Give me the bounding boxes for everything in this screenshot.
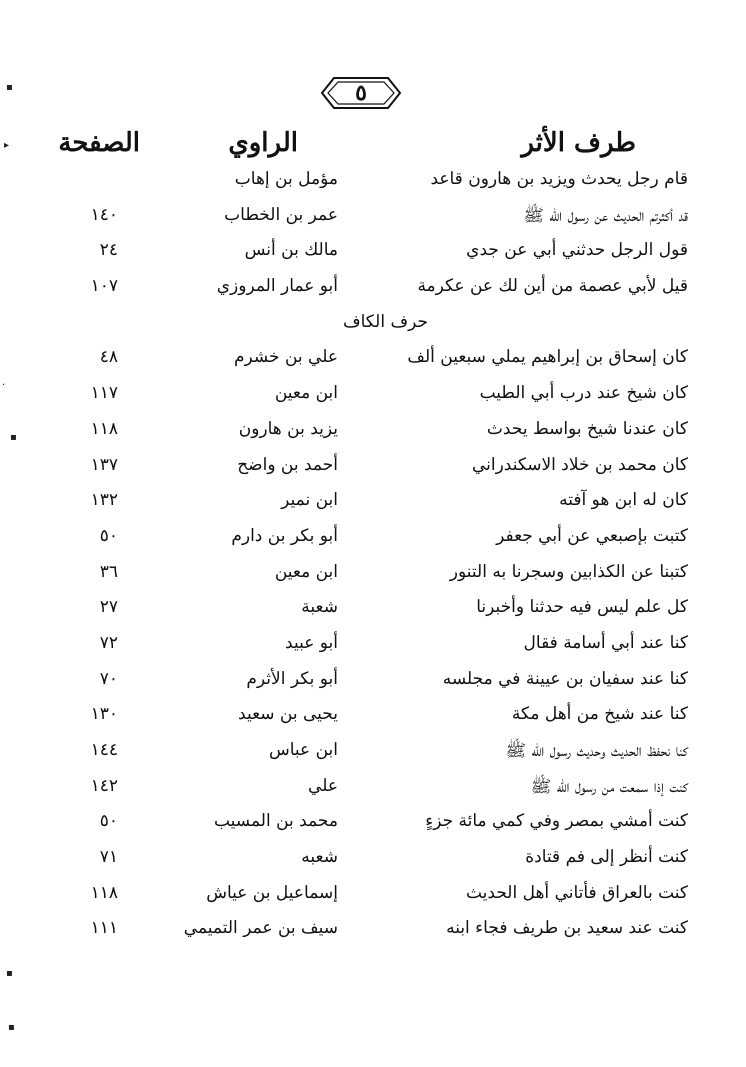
rawi-cell: أبو بكر الأثرم — [246, 668, 338, 689]
table-row — [0, 700, 746, 736]
scan-speck: · — [2, 380, 6, 391]
page-cell: ٥٠ — [99, 525, 118, 546]
table-row — [0, 522, 746, 558]
section-title: حرف الكاف — [342, 311, 428, 332]
page-cell: ١١٨ — [90, 418, 118, 439]
athar-cell: كان شيخ عند درب أبي الطيب — [479, 383, 688, 404]
rows-group-before — [0, 165, 746, 308]
scan-speck: ▪ — [6, 968, 13, 979]
rawi-cell: علي — [308, 775, 338, 796]
table-row — [0, 593, 746, 629]
athar-cell: كنت أمشي بمصر وفي كمي مائة جزءٍ — [425, 811, 688, 832]
page-cell: ١٣٧ — [90, 454, 118, 475]
rawi-cell: شعبة — [301, 597, 338, 618]
scan-speck: ▪ — [8, 1022, 15, 1033]
rawi-cell: شعبه — [301, 847, 338, 868]
athar-cell: كنت أنظر إلى فم قتادة — [525, 847, 688, 868]
table-row — [0, 772, 746, 808]
table-row — [0, 629, 746, 665]
table-row — [0, 914, 746, 950]
athar-cell: كنت بالعراق فأتاني أهل الحديث — [465, 882, 688, 903]
page-cell: ١١٧ — [90, 383, 118, 404]
athar-cell: قام رجل يحدث ويزيد بن هارون قاعد — [430, 169, 688, 189]
rawi-cell: يزيد بن هارون — [238, 418, 338, 439]
page-number-badge — [320, 72, 402, 114]
athar-cell: كل علم ليس فيه حدثنا وأخبرنا — [476, 597, 688, 618]
rawi-cell: مؤمل بن إهاب — [234, 169, 338, 189]
index-table — [0, 165, 746, 950]
scan-speck: ▸ — [4, 140, 10, 151]
rawi-cell: ابن معين — [274, 561, 338, 582]
table-header — [0, 128, 746, 168]
athar-cell: كنت إذا سمعت من رسول الله ﷺ — [530, 776, 688, 797]
athar-cell: قول الرجل حدثني أبي عن جدي — [466, 240, 688, 261]
rawi-cell: أبو بكر بن دارم — [231, 525, 338, 546]
page-cell: ١٠٧ — [90, 276, 118, 297]
athar-cell: كان إسحاق بن إبراهيم يملي سبعين ألف — [407, 347, 688, 368]
table-row — [0, 558, 746, 594]
athar-cell: قد أكثرتم الحديث عن رسول الله ﷺ — [523, 205, 688, 226]
page-cell: ١٤٤ — [90, 740, 118, 760]
athar-cell: كان عندنا شيخ بواسط يحدث — [486, 418, 688, 439]
rawi-cell: ابن معين — [274, 383, 338, 404]
rawi-cell: علي بن خشرم — [233, 347, 338, 368]
rawi-cell: عمر بن الخطاب — [224, 204, 338, 225]
header-rawi: الراوي — [228, 128, 298, 158]
athar-cell: كتبت بإصبعي عن أبي جعفر — [496, 525, 688, 546]
table-row — [0, 343, 746, 379]
table-row — [0, 451, 746, 487]
header-page: الصفحة — [58, 128, 140, 158]
page-cell: ٥٠ — [99, 811, 118, 832]
page-cell: ٧٢ — [99, 632, 118, 653]
table-row — [0, 236, 746, 272]
rawi-cell: محمد بن المسيب — [213, 811, 338, 832]
athar-cell: كان محمد بن خلاد الاسكندراني — [471, 454, 688, 475]
rawi-cell: ابن نمير — [281, 490, 338, 511]
table-row — [0, 879, 746, 915]
table-row — [0, 486, 746, 522]
rawi-cell: سيف بن عمر التميمي — [183, 918, 338, 939]
table-row — [0, 272, 746, 308]
table-row — [0, 201, 746, 237]
scan-speck: ▪ — [6, 82, 13, 93]
table-row — [0, 165, 746, 201]
page-cell: ١٤٠ — [90, 204, 118, 225]
rawi-cell: مالك بن أنس — [244, 240, 338, 261]
section-row — [0, 308, 746, 344]
page-cell: ١٣٠ — [90, 704, 118, 725]
page-cell: ١٤٢ — [90, 775, 118, 796]
page-cell: ٢٤ — [99, 240, 118, 261]
table-row — [0, 736, 746, 772]
page-cell: ٧١ — [99, 847, 118, 868]
athar-cell: كنت عند سعيد بن طريف فجاء ابنه — [446, 918, 688, 939]
rawi-cell: يحيى بن سعيد — [238, 704, 338, 725]
rawi-cell: إسماعيل بن عياش — [206, 882, 338, 903]
page-cell: ١٣٢ — [90, 490, 118, 511]
page-cell: ١١١ — [90, 918, 118, 939]
athar-cell: كنا نحفظ الحديث وحديث رسول الله ﷺ — [505, 741, 688, 761]
page-cell: ٢٧ — [99, 597, 118, 618]
page-cell: ٤٨ — [99, 347, 118, 368]
athar-cell: كنا عند سفيان بن عيينة في مجلسه — [442, 668, 688, 689]
table-row — [0, 843, 746, 879]
athar-cell: كنا عند أبي أسامة فقال — [523, 632, 688, 653]
rawi-cell: أبو عبيد — [285, 632, 338, 653]
rows-group-after — [0, 343, 746, 950]
page-cell: ٧٠ — [99, 668, 118, 689]
athar-cell: كتبنا عن الكذابين وسجرنا به التنور — [449, 561, 688, 582]
rawi-cell: أحمد بن واضح — [237, 454, 338, 475]
page-cell: ٣٦ — [99, 561, 118, 582]
rawi-cell: أبو عمار المروزي — [216, 276, 338, 297]
table-row — [0, 665, 746, 701]
athar-cell: كان له ابن هو آفته — [559, 490, 688, 511]
page-cell: ١١٨ — [90, 882, 118, 903]
athar-cell: كنا عند شيخ من أهل مكة — [511, 704, 688, 725]
table-row — [0, 807, 746, 843]
table-row — [0, 415, 746, 451]
header-athar: طرف الأثر — [521, 128, 636, 158]
scan-speck: ▪ — [10, 432, 17, 443]
rawi-cell: ابن عباس — [268, 740, 338, 760]
athar-cell: قيل لأبي عصمة من أين لك عن عكرمة — [417, 276, 688, 297]
page-number: ٥ — [355, 80, 367, 106]
table-row — [0, 379, 746, 415]
